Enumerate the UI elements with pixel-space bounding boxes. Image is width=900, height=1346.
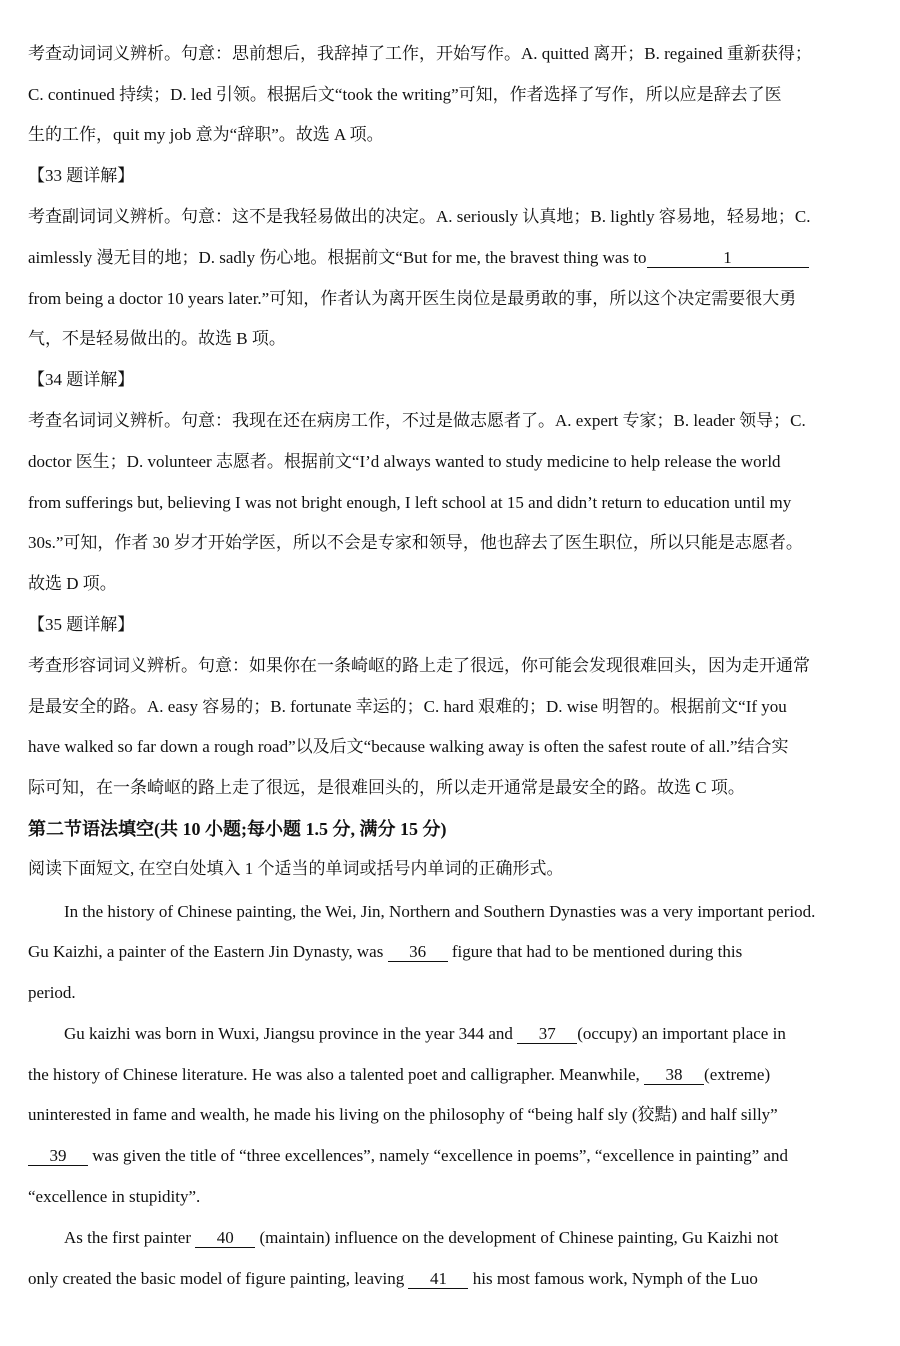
passage-p2-line-2 — [28, 1064, 770, 1086]
passage-text: (extreme) — [704, 1065, 771, 1084]
passage-text: the history of Chinese literature. He was also a talented poet and calligrapher. Meanwhile, — [28, 1065, 640, 1084]
passage-text: Gu Kaizhi, a painter of the Eastern Jin Dynasty, was — [28, 942, 384, 961]
blank-41: 41 — [408, 1270, 468, 1289]
q35-explanation-line-1: 考查形容词词义辨析。句意：如果你在一条崎岖的路上走了很远，你可能会发现很难回头，因为走开通常 — [28, 656, 810, 675]
q32-explanation-line-1: 考查动词词义辨析。句意：思前想后，我辞掉了工作，开始写作。A. quitted 离开；B. regained 重新获得； — [28, 44, 812, 63]
blank-39: 39 — [28, 1147, 88, 1166]
passage-p2-line-4 — [28, 1145, 788, 1167]
blank-40: 40 — [195, 1229, 255, 1248]
blank-1: 1 — [647, 249, 809, 268]
passage-text: was given the title of “three excellences”, namely “excellence in poems”, “excellence in painting” and — [92, 1146, 788, 1165]
q33-explanation-line-2 — [28, 247, 809, 269]
q34-explanation-line-3: from sufferings but, believing I was not bright enough, I left school at 15 and didn’t return to education until my — [28, 493, 792, 512]
q34-explanation-line-1: 考查名词词义辨析。句意：我现在还在病房工作，不过是做志愿者了。A. expert 专家；B. leader 领导；C. — [28, 411, 806, 430]
q34-explanation-line-5: 故选 D 项。 — [28, 574, 117, 593]
q33-explanation-line-3: from being a doctor 10 years later.”可知，作者认为离开医生岗位是最勇敢的事，所以这个决定需要很大勇 — [28, 289, 797, 308]
passage-text: his most famous work, Nymph of the Luo — [472, 1269, 758, 1288]
q32-explanation-line-2: C. continued 持续；D. led 引领。根据后文“took the writing”可知，作者选择了写作，所以应是辞去了医 — [28, 85, 782, 104]
passage-p2-line-1 — [64, 1023, 786, 1045]
q33-explanation-line-1: 考查副词词义辨析。句意：这不是我轻易做出的决定。A. seriously 认真地；B. lightly 容易地，轻易地；C. — [28, 207, 811, 226]
passage-text: Gu kaizhi was born in Wuxi, Jiangsu province in the year 344 and — [64, 1024, 513, 1043]
passage-p3-line-2 — [28, 1268, 758, 1290]
passage-p3-line-1 — [64, 1227, 778, 1249]
passage-text: only created the basic model of figure painting, leaving — [28, 1269, 405, 1288]
q34-explanation-line-2: doctor 医生；D. volunteer 志愿者。根据前文“I’d always wanted to study medicine to help release the world — [28, 452, 781, 471]
passage-text: (maintain) influence on the development of Chinese painting, Gu Kaizhi not — [259, 1228, 779, 1247]
blank-37: 37 — [517, 1025, 577, 1044]
passage-p1-line-3: period. — [28, 983, 76, 1002]
passage-p2-line-5: “excellence in stupidity”. — [28, 1187, 201, 1206]
passage-p1-line-2 — [28, 941, 742, 963]
q35-explanation-line-2: 是最安全的路。A. easy 容易的；B. fortunate 幸运的；C. hard 艰难的；D. wise 明智的。根据前文“If you — [28, 697, 787, 716]
passage-p2-line-3: uninterested in fame and wealth, he made his living on the philosophy of “being half sly (狡黠) and half silly” — [28, 1105, 778, 1124]
passage-text: (occupy) an important place in — [577, 1024, 786, 1043]
passage-text: figure that had to be mentioned during this — [451, 942, 743, 961]
q34-explanation-line-4: 30s.”可知，作者 30 岁才开始学医，所以不会是专家和领导，他也辞去了医生职位，所以只能是志愿者。 — [28, 533, 803, 552]
q33-explanation-line-4: 气，不是轻易做出的。故选 B 项。 — [28, 329, 286, 348]
blank-38: 38 — [644, 1066, 704, 1085]
section-2-heading: 第二节语法填空(共 10 小题;每小题 1.5 分, 满分 15 分) — [28, 819, 447, 839]
blank-36: 36 — [388, 943, 448, 962]
q35-explanation-line-3: have walked so far down a rough road”以及后文“because walking away is often the safest route of all.”结合实 — [28, 737, 789, 756]
q35-title: 【35 题详解】 — [28, 615, 135, 634]
q33-title: 【33 题详解】 — [28, 166, 135, 185]
q32-explanation-line-3: 生的工作，quit my job 意为“辞职”。故选 A 项。 — [28, 125, 384, 144]
q34-title: 【34 题详解】 — [28, 370, 135, 389]
passage-p1-line-1: In the history of Chinese painting, the Wei, Jin, Northern and Southern Dynasties was a very important period. — [64, 902, 816, 921]
section-2-instruction: 阅读下面短文, 在空白处填入 1 个适当的单词或括号内单词的正确形式。 — [28, 859, 564, 878]
passage-text: As the first painter — [64, 1228, 191, 1247]
q35-explanation-line-4: 际可知，在一条崎岖的路上走了很远，是很难回头的，所以走开通常是最安全的路。故选 C 项。 — [28, 778, 745, 797]
q33-line-2-text: aimlessly 漫无目的地；D. sadly 伤心地。根据前文“But for me, the bravest thing was to — [28, 248, 647, 267]
